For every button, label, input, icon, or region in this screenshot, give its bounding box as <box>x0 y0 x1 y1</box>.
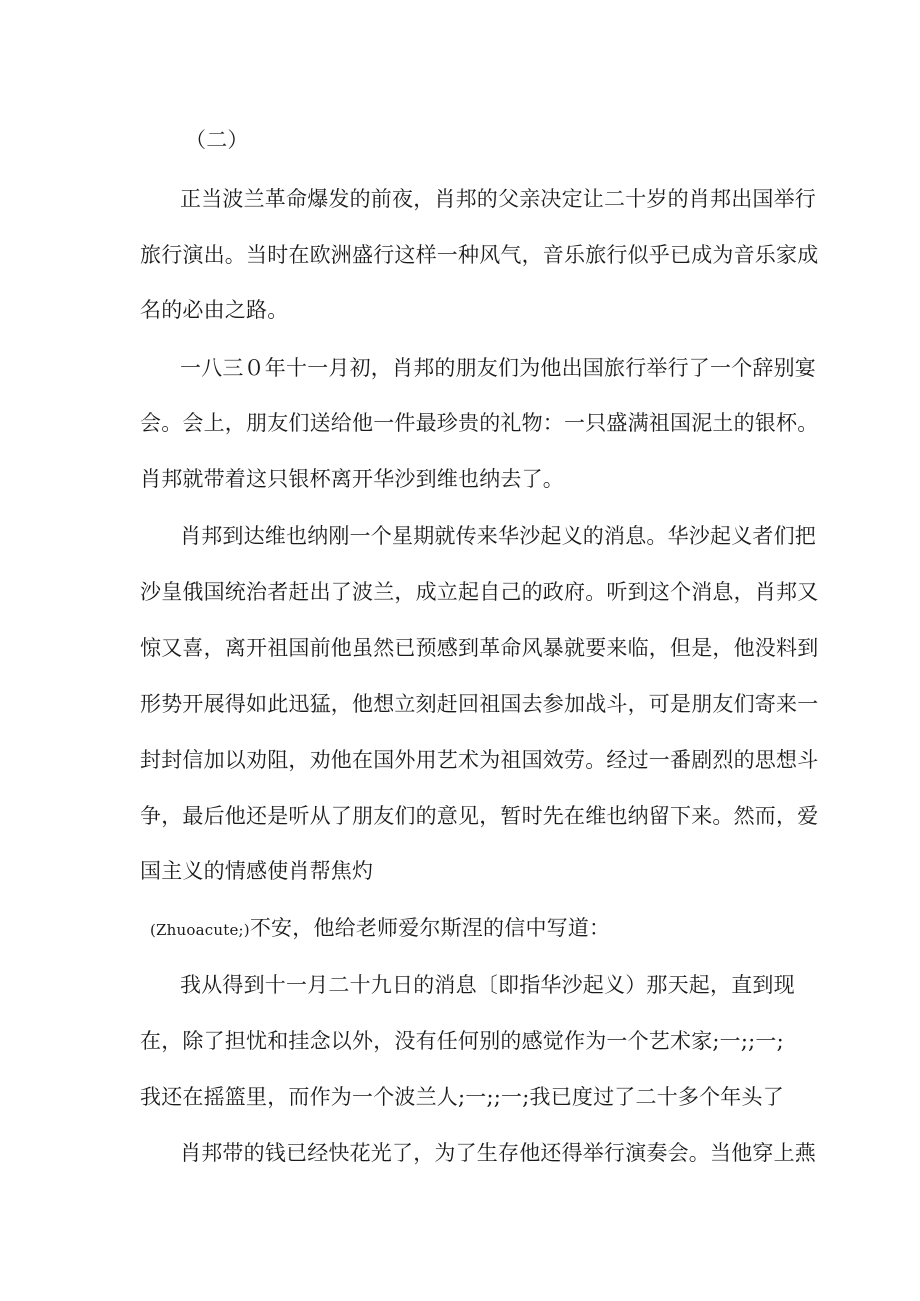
paragraph-4-text: 不安，他给老师爱尔斯涅的信中写道： <box>249 916 611 940</box>
quote-line-1: 我从得到十一月二十九日的消息〔即指华沙起义）那天起，直到现 <box>180 973 795 997</box>
section-heading: （二） <box>185 128 249 152</box>
paragraph-2-line-1: 一八三０年十一月初，肖邦的朋友们为他出国旅行举行了一个辞别宴 <box>180 356 816 380</box>
paragraph-3-line-7: 国主义的情感使肖帮焦灼 <box>140 859 374 883</box>
paragraph-3-line-4: 形势开展得如此迅猛，他想立刻赶回祖国去参加战斗，可是朋友们寄来一 <box>140 692 819 716</box>
paragraph-3-line-6: 争，最后他还是听从了朋友们的意见，暂时先在维也纳留下来。然而，爱 <box>140 804 819 828</box>
paragraph-4-line-1 <box>150 914 610 944</box>
paragraph-5-line-1: 肖邦带的钱已经快花光了，为了生存他还得举行演奏会。当他穿上燕 <box>180 1141 816 1165</box>
paragraph-1-line-1: 正当波兰革命爆发的前夜，肖邦的父亲决定让二十岁的肖邦出国举行 <box>180 187 816 211</box>
quote-line-3: 我还在摇篮里，而作为一个波兰人;一;;一;我已度过了二十多个年头了 <box>140 1085 784 1109</box>
paragraph-3-line-2: 沙皇俄国统治者赶出了波兰，成立起自己的政府。听到这个消息，肖邦又 <box>140 580 819 604</box>
paragraph-2-line-3: 肖邦就带着这只银杯离开华沙到维也纳去了。 <box>140 467 564 491</box>
paragraph-1-line-2: 旅行演出。当时在欧洲盛行这样一种风气，音乐旅行似乎已成为音乐家成 <box>140 243 819 267</box>
paragraph-3-line-5: 封封信加以劝阻，劝他在国外用艺术为祖国效劳。经过一番剧烈的思想斗 <box>140 748 819 772</box>
paragraph-2-line-2: 会。会上，朋友们送给他一件最珍贵的礼物：一只盛满祖国泥土的银杯。 <box>140 411 819 435</box>
paragraph-3-line-1: 肖邦到达维也纳刚一个星期就传来华沙起义的消息。华沙起义者们把 <box>180 524 816 548</box>
paragraph-3-line-3: 惊又喜，离开祖国前他虽然已预感到革命风暴就要来临，但是，他没料到 <box>140 636 819 660</box>
quote-line-2: 在，除了担忧和挂念以外，没有任何别的感觉作为一个艺术家;一;;一; <box>140 1029 784 1053</box>
paragraph-1-line-3: 名的必由之路。 <box>140 298 289 322</box>
pinyin-note: (Zhuoacute;) <box>150 921 250 939</box>
